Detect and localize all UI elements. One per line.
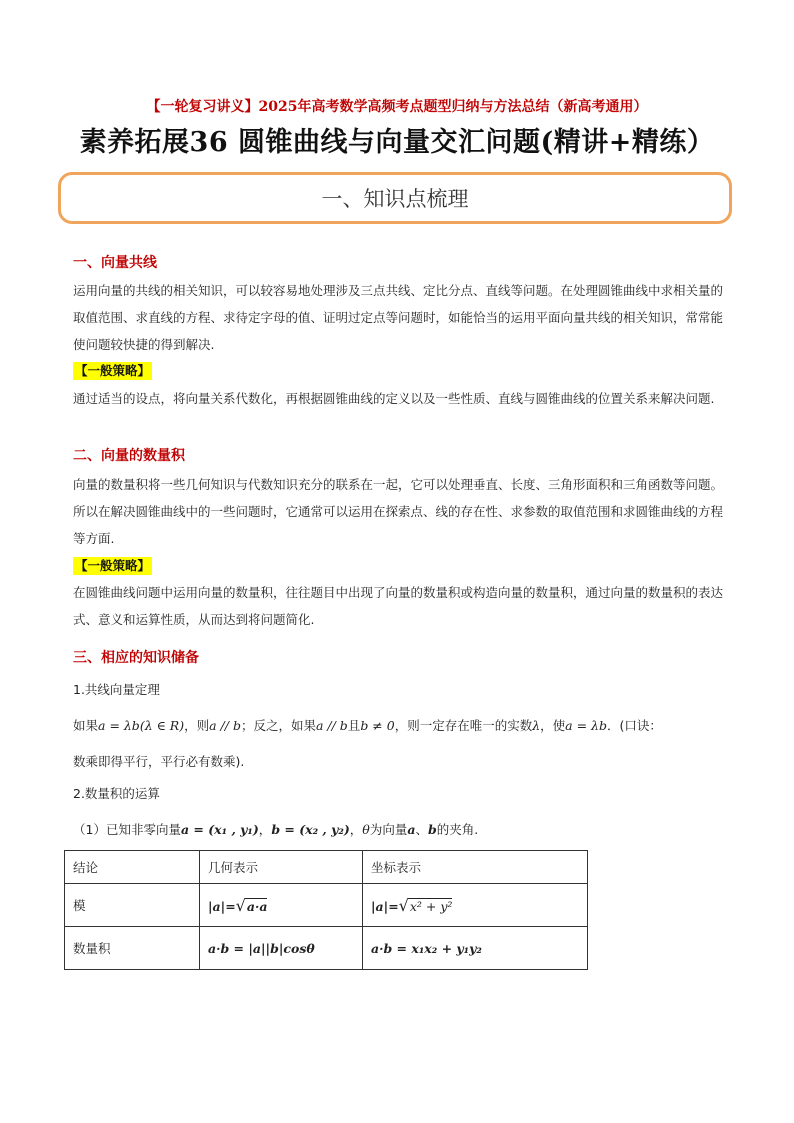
table-cell-geo bbox=[200, 927, 363, 970]
strategy-tag-2: 【一般策略】 bbox=[75, 558, 151, 573]
document-title: 素养拓展36 圆锥曲线与向量交汇问题(精讲+精练） bbox=[79, 127, 715, 158]
formula-table bbox=[64, 850, 588, 970]
table-header-cell: 几何表示 bbox=[200, 851, 363, 884]
table-cell-geo: |a|=√a·a bbox=[200, 884, 363, 927]
table-header-row bbox=[65, 851, 588, 884]
premise-sep: ， bbox=[258, 822, 272, 837]
symbol-theta: θ bbox=[362, 822, 370, 837]
modulus-geo-radicand: a·a bbox=[246, 898, 268, 914]
theorem-text-e: ，则一定存在唯一的实数 bbox=[394, 718, 533, 733]
table-cell-label: 数量积 bbox=[65, 927, 200, 970]
symbol-lambda: λ bbox=[532, 718, 541, 733]
modulus-coord-prefix: |a|= bbox=[371, 898, 399, 914]
theorem-text-b: ，则 bbox=[184, 718, 210, 733]
premise-text-d: 、 bbox=[415, 822, 428, 837]
table-cell-coord bbox=[363, 927, 588, 970]
table-header-cell: 坐标表示 bbox=[363, 851, 588, 884]
theorem-text-g: ．(口诀： bbox=[606, 718, 662, 733]
item-collinear-theorem: 1.共线向量定理 bbox=[73, 682, 160, 697]
document-supertitle: 【一轮复习讲义】2025年高考数学高频考点题型归纳与方法总结（新高考通用） bbox=[146, 99, 648, 115]
paragraph-dot-product: 向量的数量积将一些几何知识与代数知识充分的联系在一起，它可以处理垂直、长度、三角形面积和三角函数等问题。所以在解决圆锥曲线中的一些问题时，它通常可以运用在探索点、线的存在性、求参数的取值范围和求圆锥曲线的方程等方面. bbox=[73, 477, 724, 546]
section-title: 一、知识点梳理 bbox=[321, 187, 469, 211]
dot-product-premise bbox=[73, 820, 478, 838]
heading-vector-collinear: 一、向量共线 bbox=[73, 255, 157, 271]
equation-parallel-2: a // b bbox=[315, 718, 348, 733]
strategy-tag-1: 【一般策略】 bbox=[75, 363, 151, 378]
premise-text-a: （1）已知非零向量 bbox=[73, 822, 181, 837]
equation-a-lambda-b-2: a = λb bbox=[565, 718, 607, 733]
theorem-text-c: ；反之，如果 bbox=[240, 718, 316, 733]
table-row bbox=[65, 884, 588, 927]
theorem-text-a: 如果 bbox=[73, 718, 99, 733]
theorem-line bbox=[73, 716, 662, 734]
table-row bbox=[65, 927, 588, 970]
strategy-text-1: 通过适当的设点，将向量关系代数化，再根据圆锥曲线的定义以及一些性质、直线与圆锥曲线的位置关系来解决问题. bbox=[73, 391, 715, 406]
equation-vector-a: a = (x₁ , y₁) bbox=[180, 822, 259, 837]
table-cell-coord: |a|=√x² + y² bbox=[363, 884, 588, 927]
equation-a-lambda-b: a = λb(λ ∈ R) bbox=[98, 718, 185, 733]
premise-text-b: ， bbox=[349, 822, 363, 837]
mnemonic-line: 数乘即得平行，平行必有数乘). bbox=[73, 754, 245, 769]
section-title-box bbox=[58, 172, 732, 224]
equation-b-nonzero: b ≠ 0 bbox=[360, 718, 395, 733]
heading-knowledge: 三、相应的知识储备 bbox=[73, 650, 199, 666]
table-cell-label: 模 bbox=[65, 884, 200, 927]
premise-text-c: 为向量 bbox=[369, 822, 408, 837]
symbol-vector-b: b bbox=[427, 822, 437, 837]
item-dot-product-ops: 2.数量积的运算 bbox=[73, 786, 160, 801]
strategy-text-2: 在圆锥曲线问题中运用向量的数量积，往往题目中出现了向量的数量积或构造向量的数量积，通过向量的数量积的表达式、意义和运算性质，从而达到将问题简化. bbox=[73, 585, 724, 627]
paragraph-collinear: 运用向量的共线的相关知识，可以较容易地处理涉及三点共线、定比分点、直线等问题。在处理圆锥曲线中求相关量的取值范围、求直线的方程、求待定字母的值、证明过定点等问题时，如能恰当的运用平面向量共线的相关知识，常常能使问题较快捷的得到解决. bbox=[73, 283, 724, 352]
theorem-text-f: ，使 bbox=[540, 718, 566, 733]
dot-coord-formula: a·b = x₁x₂ + y₁y₂ bbox=[371, 940, 482, 956]
heading-dot-product: 二、向量的数量积 bbox=[73, 448, 185, 464]
modulus-coord-radicand: x² + y² bbox=[409, 898, 453, 914]
dot-geo-formula: a·b = |a||b|cosθ bbox=[208, 940, 315, 956]
table-header-cell: 结论 bbox=[65, 851, 200, 884]
equation-vector-b: b = (x₂ , y₂) bbox=[271, 822, 350, 837]
modulus-geo-prefix: |a|= bbox=[208, 898, 236, 914]
symbol-vector-a: a bbox=[407, 822, 416, 837]
equation-parallel: a // b bbox=[209, 718, 241, 733]
theorem-text-d: 且 bbox=[347, 718, 361, 733]
premise-text-e: 的夹角. bbox=[436, 822, 479, 837]
